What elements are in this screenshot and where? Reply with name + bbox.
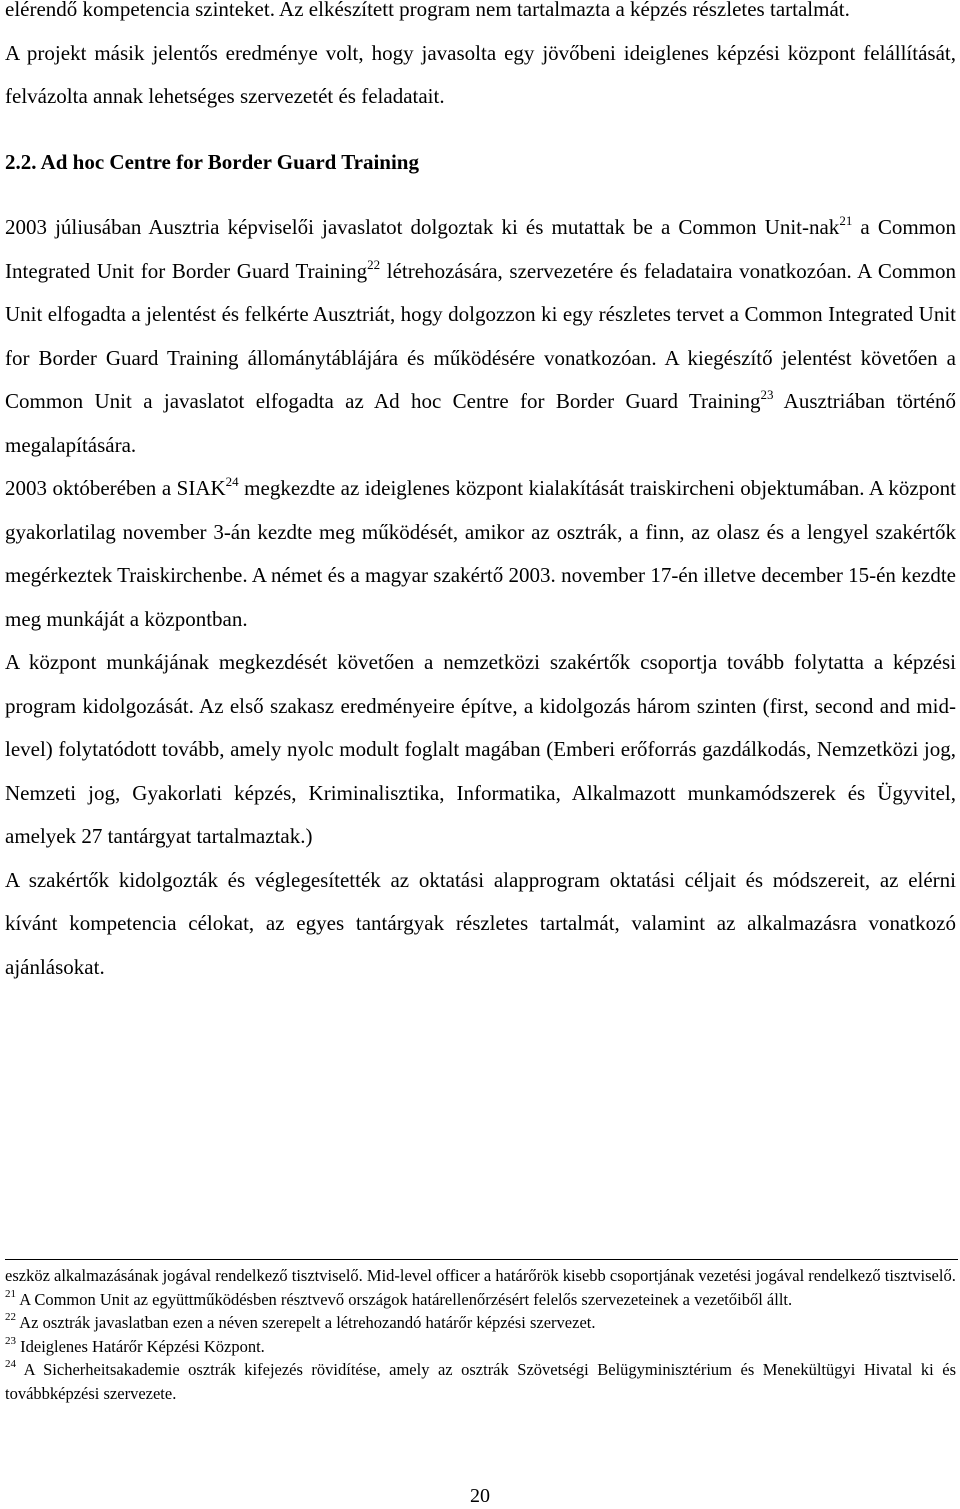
paragraph [5, 467, 956, 641]
footnote-21 [5, 1288, 956, 1312]
paragraph: A projekt másik jelentős eredménye volt, hogy javasolta egy jövőbeni ideiglenes képzési központ felállítását, felvázolta annak lehetséges szervezetét és feladatait. [5, 40, 956, 108]
paragraph: elérendő kompetencia szinteket. Az elkészített program nem tartalmazta a képzés részletes tartalmát. [5, 0, 850, 21]
footnote-text: A Common Unit az együttműködésben résztvevő országok határellenőrzésért felelős szervezeteinek a vezetőiből állt. [16, 1289, 793, 1309]
paragraph-text: Ausztriában történő megalapítására. [5, 389, 956, 457]
paragraph-text: 2003 októberében a SIAK [5, 476, 226, 500]
footnote-text: Az osztrák javaslatban ezen a néven szerepelt a létrehozandó határőr képzési szervezet. [16, 1313, 596, 1332]
page-number: 20 [470, 1485, 490, 1507]
paragraph: A központ munkájának megkezdését követően a nemzetközi szakértők csoportja tovább folytatta a képzési program kidolgozását. Az első szakasz eredményeire építve, a kidolgozás három szinten (first, second and mid-level) folytatódott tovább, amely nyolc modult foglalt magában (Emberi erőforrás gazdálkodás, Nemzetközi jog, Nemzeti jog, Gyakorlati képzés, Kriminalisztika, Informatika, Alkalmazott munkamódszerek és Ügyvitel, amelyek 27 tantárgyat tartalmaztak.) [5, 650, 956, 848]
paragraph [5, 206, 956, 467]
footnote-22 [5, 1311, 956, 1335]
footnote-ref[interactable]: 21 [839, 213, 853, 228]
footnote-text: A Sicherheitsakademie osztrák kifejezés rövidítése, amely az osztrák Szövetségi Belügyminisztérium és Menekültügyi Hivatal ki és továbbképzési szervezete. [5, 1360, 956, 1403]
paragraph-text: a Common Integrated Unit for Border Guard Training [5, 215, 956, 283]
footnote-ref[interactable]: 23 [760, 387, 774, 402]
footnote-text: Ideiglenes Határőr Képzési Központ. [16, 1336, 265, 1356]
section-heading: 2.2. Ad hoc Centre for Border Guard Training [5, 149, 419, 174]
footnote-separator [5, 1259, 958, 1260]
footnote-continuation: eszköz alkalmazásának jogával rendelkező tisztviselő. Mid-level officer a határőrök kisebb csoportjának vezetési jogával rendelkező tisztviselő. [5, 1266, 956, 1285]
document-page [5, 0, 956, 1403]
footnote-23 [5, 1335, 956, 1359]
paragraph-text: 2003 júliusában Ausztria képviselői javaslatot dolgoztak ki és mutattak be a Common Unit-nak [5, 215, 840, 239]
footnote-number: 23 [5, 1334, 16, 1347]
paragraph-text: megkezdte az ideiglenes központ kialakítását traiskircheni objektumában. A központ gyakorlatilag november 3-án kezdte meg működését, amikor az osztrák, a finn, az olasz és a lengyel szakértők megérkeztek Traiskirchenbe. A német és a magyar szakértő 2003. november 17-én illetve december 15-én kezdte meg munkáját a központban. [5, 476, 956, 631]
footnote-number: 24 [5, 1358, 16, 1370]
paragraph: A szakértők kidolgozták és véglegesítették az oktatási alapprogram oktatási céljait és módszereit, az elérni kívánt kompetencia célokat, az egyes tantárgyak részletes tartalmát, valamint az alkalmazásra vonatkozó ajánlásokat. [5, 867, 956, 979]
footnote-ref[interactable]: 24 [225, 474, 239, 489]
footnotes [5, 1264, 956, 1405]
footnote-number: 21 [5, 1287, 16, 1300]
footnote-number: 22 [5, 1311, 16, 1323]
footnote-24 [5, 1358, 956, 1405]
footnote-ref[interactable]: 22 [367, 256, 381, 272]
paragraph-text: létrehozására, szervezetére és feladataira vonatkozóan. A Common Unit elfogadta a jelentést és felkérte Ausztriát, hogy dolgozzon ki egy részletes tervet a Common Integrated Unit for Border Guard Training állománytáblájára és működésére vonatkozóan. A kiegészítő jelentést követően a Common Unit a javaslatot elfogadta az Ad hoc Centre for Border Guard Training [5, 258, 956, 413]
